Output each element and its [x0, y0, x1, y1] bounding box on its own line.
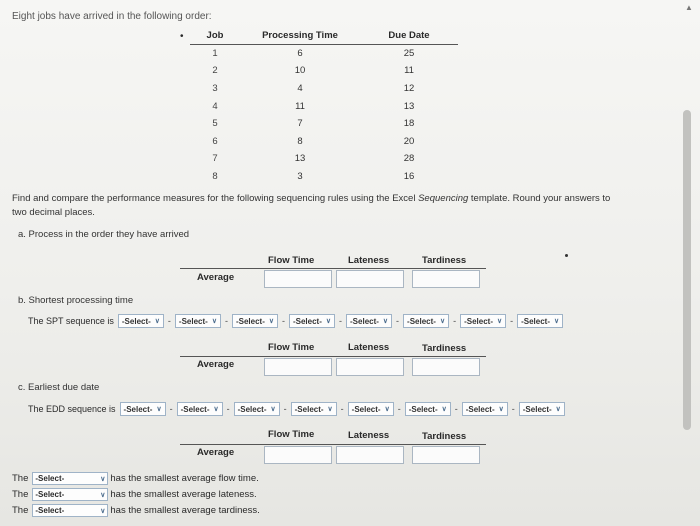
part-a-flow-input[interactable]: [264, 270, 332, 288]
part-a-flow-header: Flow Time: [268, 255, 315, 266]
part-b-sequence-select-7[interactable]: [460, 314, 506, 328]
part-b-average-label: Average: [197, 359, 235, 370]
table-row: [190, 168, 458, 186]
due-date-cell: 25: [403, 48, 415, 60]
job-cell: 2: [212, 65, 218, 77]
processing-time-cell: 8: [297, 135, 303, 147]
chevron-down-icon: ∨: [382, 318, 389, 325]
part-a-label: a. Process in the order they have arrived: [18, 229, 190, 240]
part-c-sequence-select-5[interactable]: [348, 402, 394, 416]
scroll-up-arrow-icon[interactable]: ▲: [685, 3, 693, 12]
instructions-emphasis: Sequencing: [418, 193, 469, 204]
summary-rule-select[interactable]: [32, 472, 108, 485]
chevron-down-icon: ∨: [498, 406, 504, 413]
part-a-average-label: Average: [197, 272, 235, 283]
part-b-tardiness-input[interactable]: [412, 358, 480, 376]
job-cell: 3: [212, 82, 218, 94]
table-row: [190, 97, 458, 115]
part-c-sequence-select-2[interactable]: [177, 402, 223, 416]
part-a-rule: [180, 268, 486, 269]
part-b-sequence-row: [28, 314, 563, 328]
chevron-down-icon: ∨: [496, 318, 503, 325]
select-value: -Select-: [180, 404, 210, 414]
job-cell: 7: [212, 153, 218, 165]
part-b-label: b. Shortest processing time: [18, 295, 134, 306]
chevron-down-icon: ∨: [439, 318, 446, 325]
part-c-sequence-select-1[interactable]: [120, 402, 166, 416]
summary-suffix: has the smallest average lateness.: [110, 489, 257, 500]
processing-time-cell: 13: [294, 153, 306, 165]
scrollbar-thumb[interactable]: [683, 110, 691, 430]
instructions-text-1: Find and compare the performance measures for the following sequencing rules using the Excel: [12, 193, 419, 204]
sequence-separator: -: [454, 403, 458, 414]
part-c-flow-header: Flow Time: [268, 429, 315, 440]
job-cell: 5: [212, 118, 218, 130]
summary-row: [12, 472, 259, 485]
processing-time-cell: 10: [294, 65, 306, 77]
part-b-rule: [180, 356, 486, 357]
due-date-cell: 13: [403, 100, 415, 112]
part-c-sequence-select-4[interactable]: [291, 402, 337, 416]
chevron-down-icon: ∨: [100, 491, 106, 499]
processing-time-cell: 6: [297, 48, 303, 60]
summary-prefix: The: [12, 505, 29, 516]
part-b-lateness-header: Lateness: [348, 342, 390, 353]
chevron-down-icon: ∨: [554, 318, 560, 325]
dot-mark: [565, 254, 568, 257]
select-value: -Select-: [35, 490, 65, 499]
part-c-average-label: Average: [197, 447, 235, 458]
part-c-tardiness-input[interactable]: [412, 446, 480, 464]
select-value: -Select-: [351, 404, 381, 414]
part-b-flow-input[interactable]: [264, 358, 332, 376]
intro-text: Eight jobs have arrived in the following order:: [12, 11, 212, 22]
part-b-sequence-select-4[interactable]: [289, 314, 335, 328]
chevron-down-icon: ∨: [100, 507, 106, 515]
part-c-flow-input[interactable]: [264, 446, 332, 464]
part-c-sequence-select-6[interactable]: [405, 402, 451, 416]
sequence-separator: -: [167, 315, 171, 326]
part-c-lateness-header: Lateness: [348, 430, 390, 441]
part-a-tardiness-input[interactable]: [412, 270, 480, 288]
sequence-separator: -: [453, 315, 457, 326]
chevron-down-icon: ∨: [555, 406, 561, 413]
part-b-sequence-select-8[interactable]: [517, 314, 563, 328]
summary-row: [12, 488, 257, 501]
part-c-sequence-label: The EDD sequence is: [28, 404, 116, 414]
part-a-lateness-header: Lateness: [348, 255, 390, 266]
processing-time-cell: 4: [297, 82, 303, 94]
part-b-sequence-select-2[interactable]: [175, 314, 221, 328]
part-b-tardiness-header: Tardiness: [422, 343, 467, 354]
job-cell: 1: [212, 48, 218, 60]
chevron-down-icon: ∨: [211, 318, 217, 325]
select-value: -Select-: [121, 316, 151, 326]
table-row: [190, 150, 458, 168]
part-c-label: c. Earliest due date: [18, 382, 100, 393]
summary-rule-select[interactable]: [32, 488, 108, 501]
select-value: -Select-: [521, 316, 551, 326]
due-date-cell: 28: [403, 153, 415, 165]
table-row: [190, 80, 458, 98]
chevron-down-icon: ∨: [100, 475, 106, 483]
part-c-sequence-select-3[interactable]: [234, 402, 280, 416]
col-header-due-date: Due Date: [360, 28, 458, 45]
instructions-text-2: template. Round your answers to two decimal places.: [12, 193, 611, 218]
table-row: [190, 132, 458, 150]
bullet-icon: •: [180, 31, 184, 42]
summary-rule-select[interactable]: [32, 504, 108, 517]
job-cell: 4: [212, 100, 218, 112]
due-date-cell: 11: [404, 65, 414, 77]
sequence-separator: -: [169, 403, 173, 414]
select-value: -Select-: [465, 404, 495, 414]
part-c-tardiness-header: Tardiness: [422, 431, 467, 442]
select-value: -Select-: [294, 404, 324, 414]
sequence-separator: -: [283, 403, 287, 414]
part-b-lateness-input[interactable]: [336, 358, 404, 376]
sequence-separator: -: [281, 315, 285, 326]
summary-prefix: The: [12, 473, 29, 484]
job-cell: 6: [212, 135, 218, 147]
summary-prefix: The: [12, 489, 29, 500]
part-c-rule: [180, 444, 486, 445]
job-cell: 8: [212, 170, 218, 182]
select-value: -Select-: [408, 404, 438, 414]
part-b-sequence-select-6[interactable]: [403, 314, 449, 328]
sequence-separator: -: [224, 315, 228, 326]
summary-row: [12, 504, 260, 517]
chevron-down-icon: ∨: [268, 318, 274, 325]
select-value: -Select-: [178, 316, 208, 326]
col-header-job: Job: [190, 28, 240, 45]
sequence-separator: -: [340, 403, 344, 414]
col-header-processing-time: Processing Time: [240, 28, 360, 45]
summary-suffix: has the smallest average tardiness.: [110, 505, 260, 516]
part-a-tardiness-header: Tardiness: [422, 255, 467, 266]
chevron-down-icon: ∨: [270, 406, 276, 413]
part-b-sequence-select-3[interactable]: [232, 314, 278, 328]
table-row: [190, 62, 458, 80]
processing-time-cell: 11: [295, 100, 305, 112]
part-c-lateness-input[interactable]: [336, 446, 404, 464]
chevron-down-icon: ∨: [156, 406, 162, 413]
sequence-separator: -: [339, 315, 343, 326]
select-value: -Select-: [292, 316, 322, 326]
due-date-cell: 20: [403, 135, 415, 147]
part-b-flow-header: Flow Time: [268, 342, 315, 353]
select-value: -Select-: [35, 506, 65, 515]
chevron-down-icon: ∨: [154, 318, 160, 325]
chevron-down-icon: ∨: [384, 406, 390, 413]
sequence-separator: -: [396, 315, 400, 326]
jobs-table: [190, 28, 458, 185]
sequence-separator: -: [511, 403, 515, 414]
instructions: [12, 192, 622, 220]
chevron-down-icon: ∨: [213, 406, 219, 413]
select-value: -Select-: [522, 404, 552, 414]
due-date-cell: 16: [403, 170, 415, 182]
part-c-sequence-row: [28, 402, 565, 416]
select-value: -Select-: [407, 316, 436, 326]
part-b-sequence-select-5[interactable]: [346, 314, 392, 328]
processing-time-cell: 3: [297, 170, 303, 182]
part-a-lateness-input[interactable]: [336, 270, 404, 288]
part-b-sequence-select-1[interactable]: [118, 314, 164, 328]
part-c-sequence-select-8[interactable]: [519, 402, 565, 416]
part-b-sequence-label: The SPT sequence is: [28, 316, 114, 326]
select-value: -Select-: [123, 404, 153, 414]
sequence-separator: -: [226, 403, 230, 414]
sequence-separator: -: [397, 403, 401, 414]
select-value: -Select-: [35, 474, 65, 483]
chevron-down-icon: ∨: [325, 318, 332, 325]
table-row: [190, 115, 458, 133]
chevron-down-icon: ∨: [441, 406, 447, 413]
part-c-sequence-select-7[interactable]: [462, 402, 508, 416]
select-value: -Select-: [464, 316, 493, 326]
select-value: -Select-: [350, 316, 379, 326]
chevron-down-icon: ∨: [327, 406, 333, 413]
select-value: -Select-: [237, 404, 267, 414]
processing-time-cell: 7: [297, 118, 303, 130]
due-date-cell: 12: [403, 82, 415, 94]
select-value: -Select-: [235, 316, 265, 326]
sequence-separator: -: [510, 315, 514, 326]
table-row: [190, 45, 458, 63]
summary-suffix: has the smallest average flow time.: [110, 473, 259, 484]
due-date-cell: 18: [403, 118, 415, 130]
